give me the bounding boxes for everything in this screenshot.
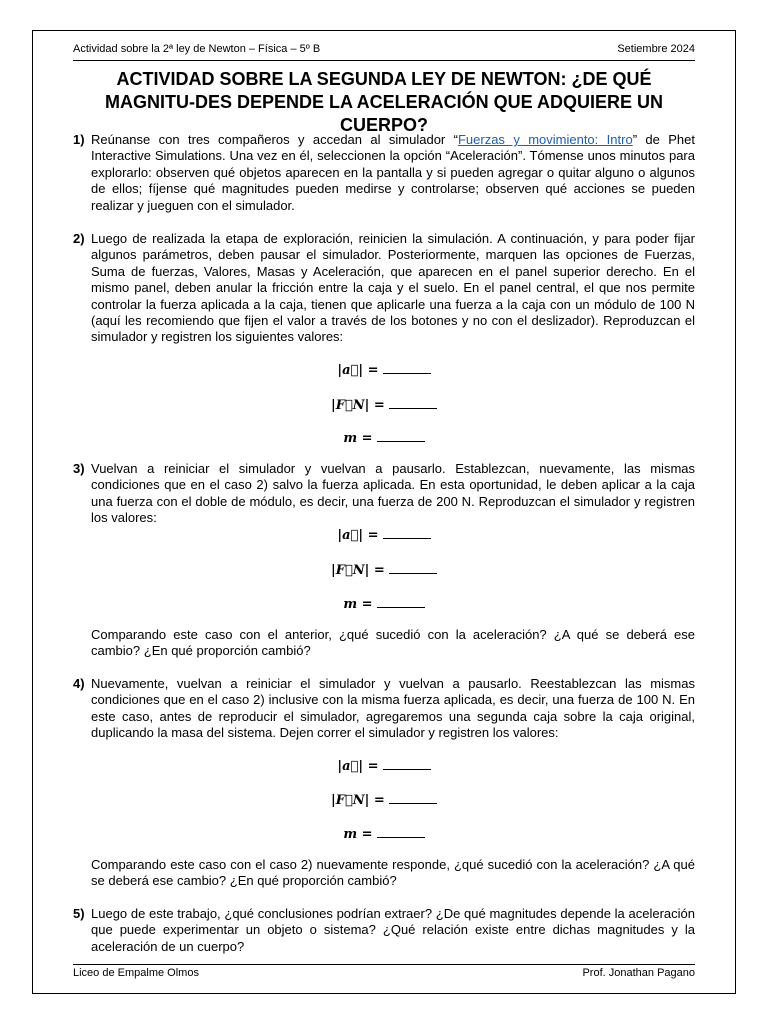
item-number: 2) bbox=[73, 231, 85, 246]
header-right: Setiembre 2024 bbox=[617, 43, 695, 55]
equation-label: |F⃗N| = bbox=[331, 793, 385, 808]
equation-normal-force bbox=[0, 791, 768, 808]
equation-acceleration bbox=[0, 757, 768, 774]
answer-blank bbox=[377, 595, 425, 608]
answer-blank bbox=[383, 757, 431, 770]
item-5 bbox=[73, 906, 695, 955]
answer-blank bbox=[377, 825, 425, 838]
answer-blank bbox=[383, 526, 431, 539]
item-3-followup bbox=[73, 627, 695, 660]
item-text-pre: Reúnanse con tres compañeros y accedan al simulador “ bbox=[91, 132, 458, 147]
equation-label: |F⃗N| = bbox=[331, 563, 385, 578]
item-text-post: ” de Phet Interactive Simulations. Una vez en él, seleccionen la opción “Aceleración”. Tómense unos minutos para explorarlo: observen qué objetos aparecen en la pantalla y si pueden agregar o quitar alguno o algunos de ellos; fíjense qué magnitudes pueden medirse y controlarse; observen qué acciones se pueden realizar y jueguen con el simulador. bbox=[91, 132, 695, 213]
item-number: 4) bbox=[73, 676, 85, 691]
equation-label: |a⃗| = bbox=[337, 759, 379, 774]
equation-normal-force bbox=[0, 561, 768, 578]
item-followup: Comparando este caso con el anterior, ¿qué sucedió con la aceleración? ¿A qué se deberá ese cambio? ¿En qué proporción cambió? bbox=[91, 627, 695, 659]
page-header bbox=[73, 43, 695, 55]
answer-blank bbox=[389, 396, 437, 409]
footer-right: Prof. Jonathan Pagano bbox=[582, 967, 695, 979]
equation-label: m = bbox=[343, 827, 373, 842]
equation-label: |F⃗N| = bbox=[331, 398, 385, 413]
equation-label: m = bbox=[343, 431, 373, 446]
header-left: Actividad sobre la 2ª ley de Newton – Física – 5º B bbox=[73, 43, 321, 55]
equation-acceleration bbox=[0, 361, 768, 378]
item-3 bbox=[73, 461, 695, 527]
equation-mass bbox=[0, 595, 768, 612]
item-4 bbox=[73, 676, 695, 742]
equation-label: |a⃗| = bbox=[337, 363, 379, 378]
equation-normal-force bbox=[0, 396, 768, 413]
equation-acceleration bbox=[0, 526, 768, 543]
footer-left: Liceo de Empalme Olmos bbox=[73, 967, 199, 979]
item-1 bbox=[73, 132, 695, 214]
answer-blank bbox=[389, 561, 437, 574]
item-text: Luego de este trabajo, ¿qué conclusiones podrían extraer? ¿De qué magnitudes depende la aceleración que puede experimentar un objeto o sistema? ¿Qué relación existe entre dichas magnitudes y la aceleración de un cuerpo? bbox=[91, 906, 695, 954]
item-followup: Comparando este caso con el caso 2) nuevamente responde, ¿qué sucedió con la aceleración? ¿A qué se deberá ese cambio? ¿En qué proporción cambió? bbox=[91, 857, 695, 889]
footer-divider bbox=[73, 964, 695, 965]
item-2 bbox=[73, 231, 695, 346]
equation-mass bbox=[0, 825, 768, 842]
item-4-followup bbox=[73, 857, 695, 890]
answer-blank bbox=[377, 429, 425, 442]
equation-mass bbox=[0, 429, 768, 446]
item-number: 1) bbox=[73, 132, 85, 147]
answer-blank bbox=[389, 791, 437, 804]
equation-label: |a⃗| = bbox=[337, 528, 379, 543]
answer-blank bbox=[383, 361, 431, 374]
item-text: Nuevamente, vuelvan a reiniciar el simulador y vuelvan a pausarlo. Reestablezcan las mismas condiciones que en el caso 2) inclusive con la misma fuerza aplicada, es decir, una fuerza de 100 N. En este caso, antes de reproducir el simulador, agregaremos una segunda caja sobre la caja original, duplicando la masa del sistema. Dejen correr el simulador y registren los valores: bbox=[91, 676, 695, 741]
header-divider bbox=[73, 60, 695, 61]
item-number: 5) bbox=[73, 906, 85, 921]
item-text bbox=[91, 132, 695, 214]
item-text: Luego de realizada la etapa de exploración, reinicien la simulación. A continuación, y para poder fijar algunos parámetros, deben pausar el simulador. Posteriormente, marquen las opciones de Fuerzas, Suma de fuerzas, Valores, Masas y Aceleración, que aparecen en el panel superior derecho. En el mismo panel, deben anular la fricción entre la caja y el suelo. En el panel central, el que nos permite controlar la fuerza aplicada a la caja, tienen que aplicarle una fuerza a la caja con un módulo de 100 N (aquí les recomiendo que fijen el valor a través de los botones y no con el deslizador). Reproduzcan el simulador y registren los siguientes valores: bbox=[91, 231, 695, 345]
item-text: Vuelvan a reiniciar el simulador y vuelvan a pausarlo. Establezcan, nuevamente, las mismas condiciones que en el caso 2) salvo la fuerza aplicada. En esta oportunidad, le deben aplicar a la caja una fuerza con el doble de módulo, es decir, una fuerza de 200 N. Reproduzcan el simulador y registren los valores: bbox=[91, 461, 695, 526]
item-number: 3) bbox=[73, 461, 85, 476]
page-title: ACTIVIDAD SOBRE LA SEGUNDA LEY DE NEWTON: ¿DE QUÉ MAGNITU-DES DEPENDE LA ACELERACIÓN QUE ADQUIERE UN CUERPO? bbox=[104, 69, 664, 135]
simulator-link[interactable]: Fuerzas y movimiento: Intro bbox=[457, 132, 633, 147]
page-footer bbox=[73, 967, 695, 979]
equation-label: m = bbox=[343, 597, 373, 612]
